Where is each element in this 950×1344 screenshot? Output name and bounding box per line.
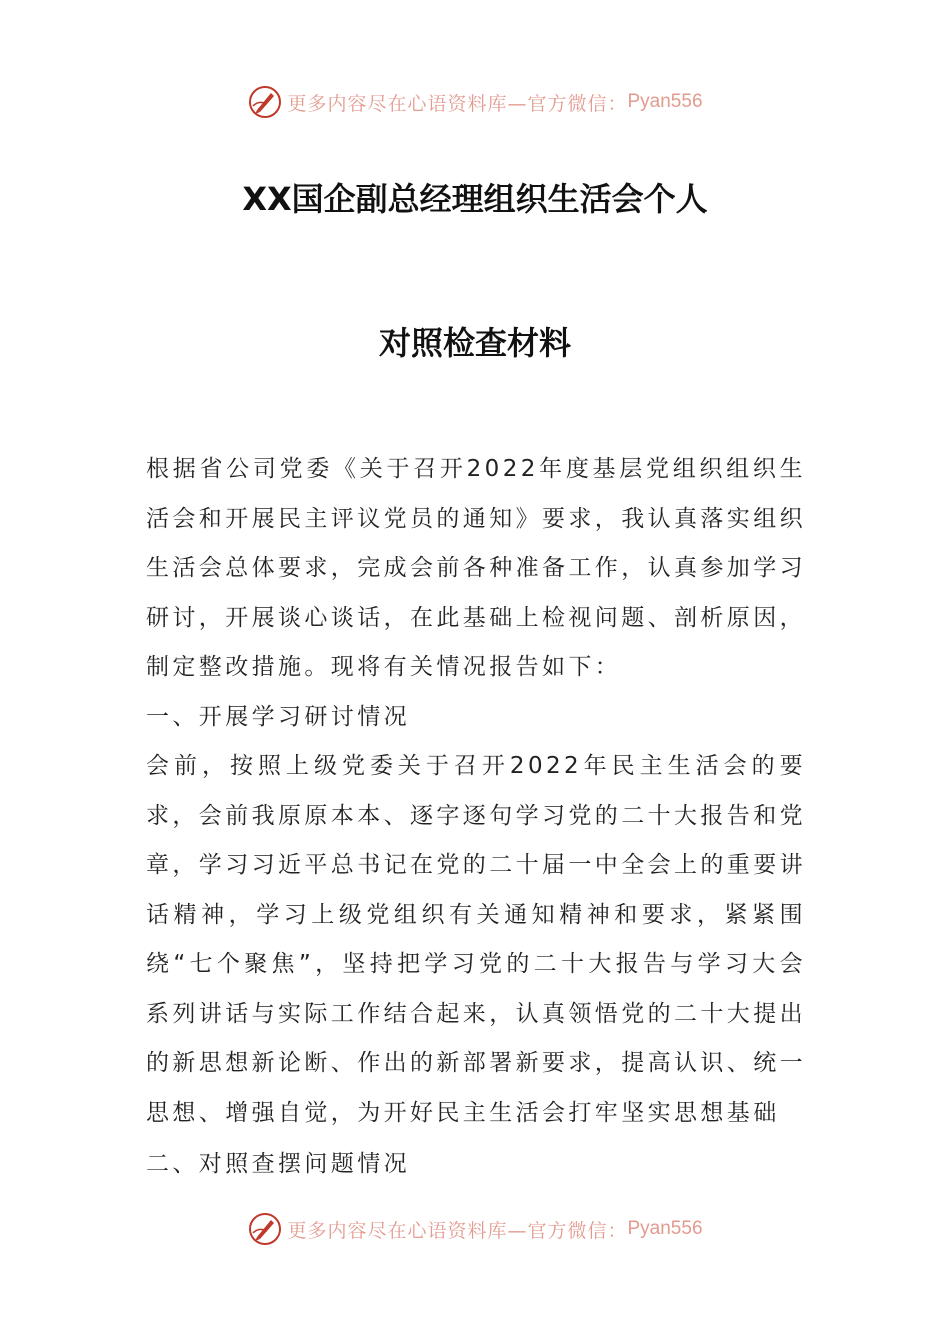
watermark-text: 更多内容尽在心语资料库—官方微信： [287,1219,628,1242]
document-title-line2: 对照检查材料 [378,324,571,362]
watermark-text: 更多内容尽在心语资料库—官方微信： [287,92,628,115]
study-paragraph: 会前，按照上级党委关于召开2022年民主生活会的要求，会前我原原本本、逐字逐句学习党的二十大报告和党章，学习习近平总书记在党的二十届一中全会上的重要讲话精神，学习上级党组织有关通知精神和要求，紧紧围绕“七个聚焦”，坚持把学习党的二十大报告与学习大会系列讲话与实际工作结合起来，认真领悟党的二十大提出的新思想新论断、作出的新部署新要求，提高认识、统一思想、增强自觉，为开好民主生活会打牢坚实思想基础 [146,753,806,1126]
section-heading-1: 一、开展学习研讨情况 [146,704,410,730]
watermark-header [0,82,950,122]
section-heading-2: 二、对照查摆问题情况 [146,1151,410,1177]
watermark-footer [0,1209,950,1249]
watermark-wechat-id: Pyan556 [627,1218,703,1239]
pen-logo-icon [247,84,283,120]
intro-paragraph: 根据省公司党委《关于召开2022年度基层党组织组织生活会和开展民主评议党员的通知》要求，我认真落实组织生活会总体要求，完成会前各种准备工作，认真参加学习研讨，开展谈心谈话，在此基础上检视问题、剖析原因，制定整改措施。现将有关情况报告如下： [146,456,806,680]
watermark-wechat-id: Pyan556 [627,91,703,112]
document-title-line1: XX国企副总经理组织生活会个人 [242,180,708,218]
pen-logo-icon [247,1211,283,1247]
